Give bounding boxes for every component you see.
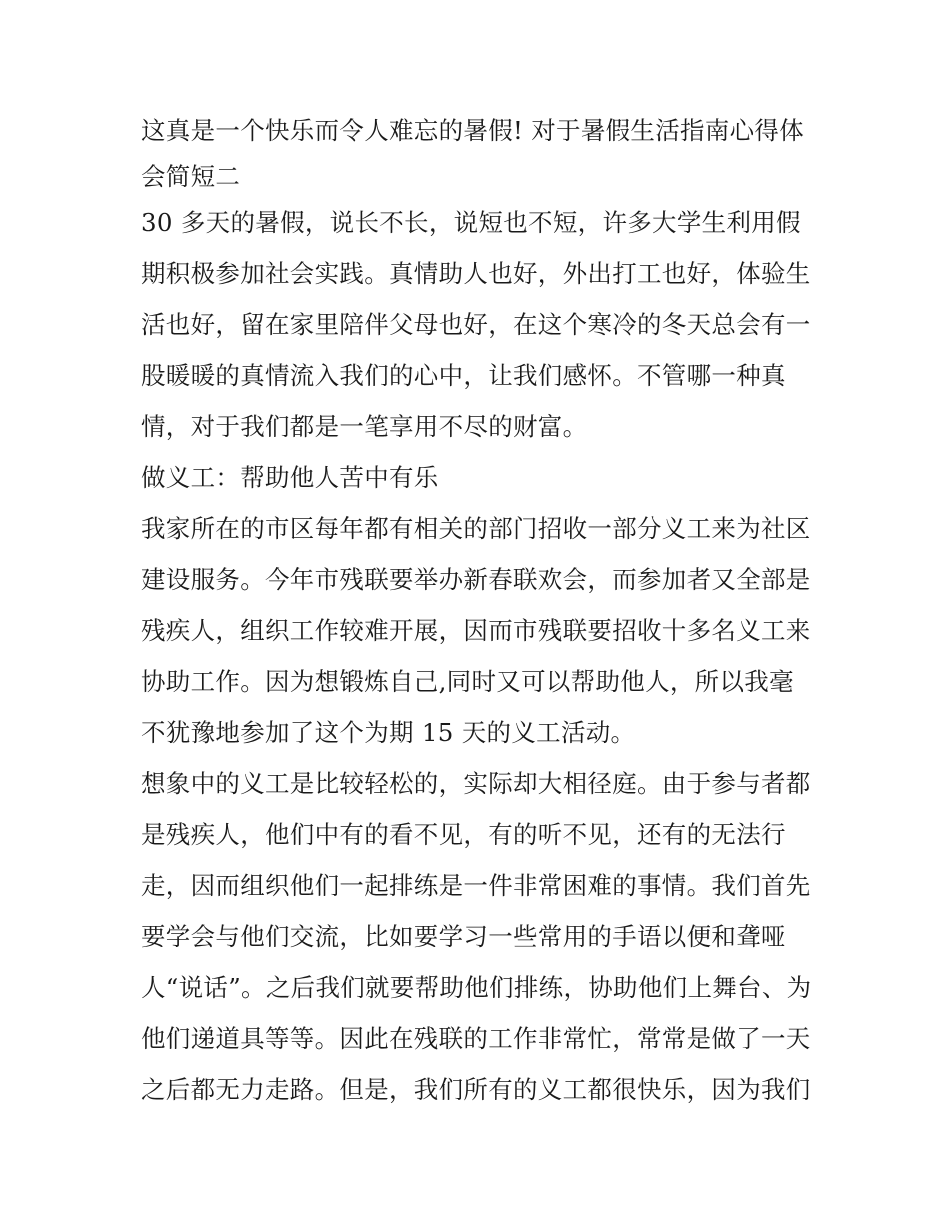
text-line: 我家所在的市区每年都有相关的部门招收一部分义工来为社区	[141, 514, 811, 543]
text-line: 协助工作。因为想锻炼自己,同时又可以帮助他人，所以我毫	[141, 667, 794, 696]
text-line: 活也好，留在家里陪伴父母也好，在这个寒冷的冬天总会有一	[141, 310, 811, 339]
text-line: 这真是一个快乐而令人难忘的暑假! 对于暑假生活指南心得体	[141, 116, 805, 145]
text-line: 会简短二	[141, 162, 241, 191]
text-line: 建设服务。今年市残联要举办新春联欢会，而参加者又全部是	[141, 565, 811, 594]
text-line: 期积极参加社会实践。真情助人也好，外出打工也好，体验生	[141, 259, 811, 288]
text-line: 股暖暖的真情流入我们的心中，让我们感怀。不管哪一种真	[141, 361, 786, 390]
document-body	[141, 105, 816, 1115]
text-line: 30 多天的暑假，说长不长，说短也不短，许多大学生利用假	[141, 208, 801, 237]
section-heading: 做义工：帮助他人苦中有乐	[141, 463, 439, 492]
text-line: 残疾人，组织工作较难开展，因而市残联要招收十多名义工来	[141, 616, 811, 645]
text-line: 他们递道具等等。因此在残联的工作非常忙，常常是做了一天	[141, 1024, 811, 1053]
text-line: 情，对于我们都是一笔享用不尽的财富。	[141, 412, 588, 441]
text-line: 不犹豫地参加了这个为期 15 天的义工活动。	[141, 718, 636, 747]
text-line: 走，因而组织他们一起排练是一件非常困难的事情。我们首先	[141, 871, 811, 900]
text-line: 是残疾人，他们中有的看不见，有的听不见，还有的无法行	[141, 820, 786, 849]
text-line: 人“说话”。之后我们就要帮助他们排练，协助他们上舞台、为	[141, 973, 812, 1002]
text-line: 想象中的义工是比较轻松的，实际却大相径庭。由于参与者都	[141, 769, 811, 798]
text-line: 要学会与他们交流，比如要学习一些常用的手语以便和聋哑	[141, 922, 786, 951]
text-line: 之后都无力走路。但是，我们所有的义工都很快乐，因为我们	[141, 1075, 811, 1104]
